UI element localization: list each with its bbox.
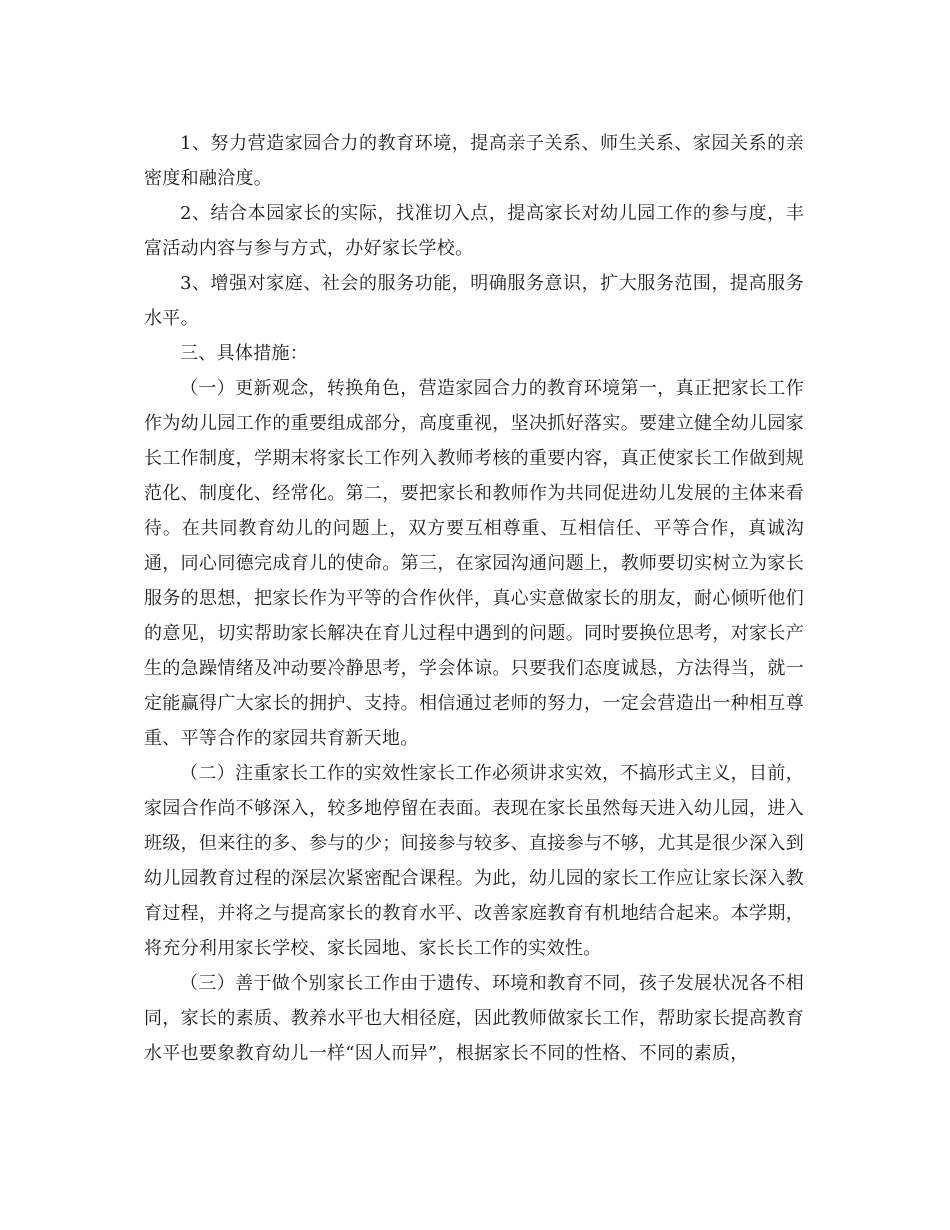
document-body	[144, 126, 804, 1071]
paragraph-goal-3: 3、增强对家庭、社会的服务功能，明确服务意识，扩大服务范围，提高服务水平。	[144, 273, 804, 329]
paragraph-measure-2: （二）注重家长工作的实效性家长工作必须讲求实效，不搞形式主义，目前，家园合作尚不够深入，较多地停留在表面。表现在家长虽然每天进入幼儿园，进入班级，但来往的多、参与的少；间接参与较多、直接参与不够，尤其是很少深入到幼儿园教育过程的深层次紧密配合课程。为此，幼儿园的家长工作应让家长深入教育过程，并将之与提高家长的教育水平、改善家庭教育有机地结合起来。本学期，将充分利用家长学校、家长园地、家长长工作的实效性。	[144, 763, 804, 959]
paragraph-measure-3: （三）善于做个别家长工作由于遗传、环境和教育不同，孩子发展状况各不相同，家长的素质、教养水平也大相径庭，因此教师做家长工作，帮助家长提高教育水平也要象教育幼儿一样“因人而异”，根据家长不同的性格、不同的素质，	[144, 973, 804, 1064]
paragraph-measure-1: （一）更新观念，转换角色，营造家园合力的教育环境第一，真正把家长工作作为幼儿园工作的重要组成部分，高度重视，坚决抓好落实。要建立健全幼儿园家长工作制度，学期末将家长工作列入教师考核的重要内容，真正使家长工作做到规范化、制度化、经常化。第二，要把家长和教师作为共同促进幼儿发展的主体来看待。在共同教育幼儿的问题上，双方要互相尊重、互相信任、平等合作，真诚沟通，同心同德完成育儿的使命。第三，在家园沟通问题上，教师要切实树立为家长服务的思想，把家长作为平等的合作伙伴，真心实意做家长的朋友，耐心倾听他们的意见，切实帮助家长解决在育儿过程中遇到的问题。同时要换位思考，对家长产生的急躁情绪及冲动要冷静思考，学会体谅。只要我们态度诚恳，方法得当，就一定能赢得广大家长的拥护、支持。相信通过老师的努力，一定会营造出一种相互尊重、平等合作的家园共育新天地。	[144, 378, 804, 749]
section-heading-measures: 三、具体措施：	[180, 343, 309, 364]
paragraph-goal-1: 1、努力营造家园合力的教育环境，提高亲子关系、师生关系、家园关系的亲密度和融洽度。	[144, 133, 804, 189]
paragraph-goal-2: 2、结合本园家长的实际，找准切入点，提高家长对幼儿园工作的参与度，丰富活动内容与参与方式，办好家长学校。	[144, 203, 804, 259]
